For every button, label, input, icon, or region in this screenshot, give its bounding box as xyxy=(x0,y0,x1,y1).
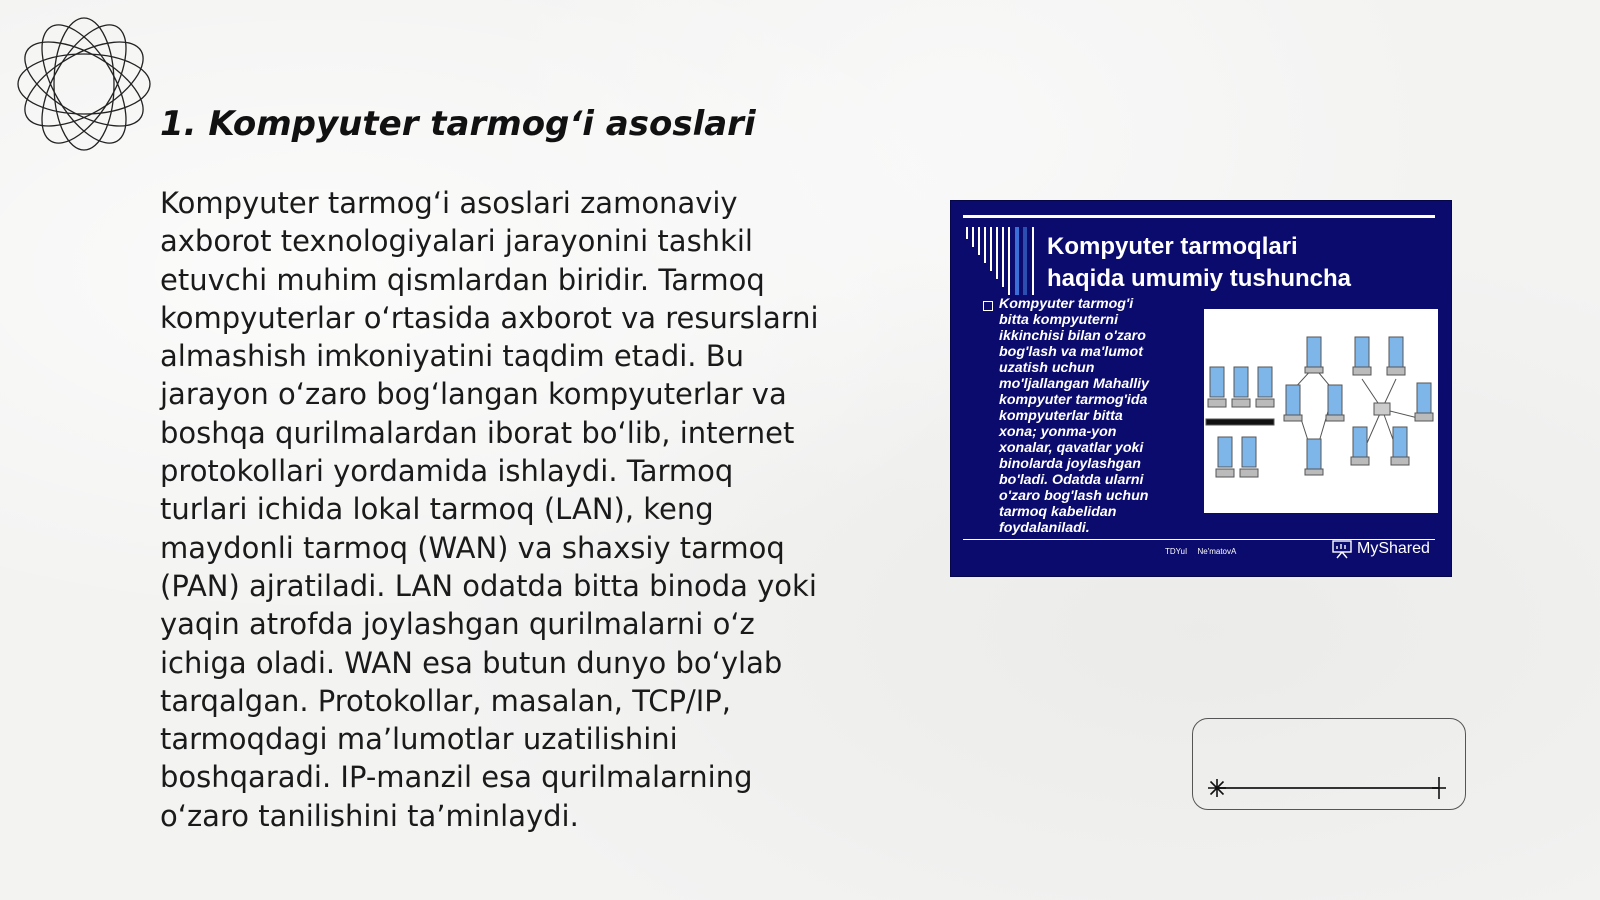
body-line: almashish imkoniyatini taqdim etadi. Bu xyxy=(160,339,745,374)
embedded-slide-footer xyxy=(1165,547,1244,556)
embedded-text-line: bog'lash va ma'lumot xyxy=(999,344,1143,360)
embedded-title-line: Kompyuter tarmoqlari xyxy=(1047,233,1298,260)
body-line: axborot texnologiyalari jarayonini tashkil xyxy=(160,224,753,259)
body-line: (PAN) ajratiladi. LAN odatda bitta binoda yoki xyxy=(160,568,817,603)
embedded-text-line: xonalar, qavatlar yoki xyxy=(999,440,1144,456)
embedded-text-line: Kompyuter tarmog'i xyxy=(999,296,1134,312)
myshared-watermark xyxy=(1331,537,1441,561)
embedded-text-line: xona; yonma-yon xyxy=(999,424,1117,440)
embedded-text-line: bitta kompyuterni xyxy=(999,312,1119,328)
audio-progress-track[interactable] xyxy=(1217,787,1439,789)
body-line: maydonli tarmoq (WAN) va shaxsiy tarmoq xyxy=(160,530,785,565)
embedded-text-line: ikkinchisi bilan o'zaro xyxy=(999,328,1146,344)
footer-left-text: TDYuI xyxy=(1165,547,1188,556)
body-line: ichiga oladi. WAN esa butun dunyo bo‘ylab xyxy=(160,645,783,680)
embedded-text-line: bo'ladi. Odatda ularni xyxy=(999,472,1144,488)
embedded-text-line: binolarda joylashgan xyxy=(999,456,1141,472)
plus-marker-icon xyxy=(1431,776,1447,800)
body-line: o‘zaro tanilishini ta’minlaydi. xyxy=(160,798,579,833)
slide-body-text xyxy=(160,184,850,835)
presentation-board-icon xyxy=(1331,539,1353,559)
body-line: kompyuterlar o‘rtasida axborot va resurslarni xyxy=(160,300,819,335)
embedded-text-line: mo'ljallangan Mahalliy xyxy=(999,376,1150,392)
embedded-text-line: uzatish uchun xyxy=(999,360,1095,376)
brand-text: MyShared xyxy=(1357,540,1430,557)
body-line: boshqaradi. IP-manzil esa qurilmalarning xyxy=(160,760,753,795)
body-line: yaqin atrofda joylashgan qurilmalarni o‘z xyxy=(160,607,755,642)
embedded-text-line: o'zaro bog'lash uchun xyxy=(999,488,1149,504)
sparkle-icon xyxy=(1207,778,1227,798)
network-diagram-illustration xyxy=(1204,309,1438,513)
embedded-text-line: tarmoq kabelidan xyxy=(999,504,1117,520)
body-line: turlari ichida lokal tarmoq (LAN), keng xyxy=(160,492,714,527)
embedded-text-line: foydalaniladi. xyxy=(999,520,1090,536)
body-line: jarayon o‘zaro bog‘langan kompyuterlar va xyxy=(160,377,787,412)
body-line: boshqa qurilmalardan iborat bo‘lib, internet xyxy=(160,415,795,450)
embedded-text-line: kompyuter tarmog'ida xyxy=(999,392,1148,408)
footer-right-text: Ne'matovA xyxy=(1197,547,1237,556)
slide-title: 1. Kompyuter tarmog‘i asoslari xyxy=(160,104,756,144)
body-line: tarmoqdagi ma’lumotlar uzatilishini xyxy=(160,722,678,757)
body-line: Kompyuter tarmog‘i asoslari zamonaviy xyxy=(160,186,738,220)
body-line: tarqalgan. Protokollar, masalan, TCP/IP, xyxy=(160,683,731,718)
bullet-square-icon xyxy=(983,301,993,311)
embedded-title-line: haqida umumiy tushuncha xyxy=(1047,265,1352,292)
embedded-slide-text xyxy=(999,296,1199,536)
spirograph-ring-icon xyxy=(10,10,158,158)
slide-divider-top xyxy=(963,215,1435,218)
audio-player[interactable] xyxy=(1192,718,1466,810)
body-line: protokollari yordamida ishlaydi. Tarmoq xyxy=(160,454,734,489)
stripes-decoration-icon xyxy=(963,225,1037,297)
body-line: etuvchi muhim qismlardan biridir. Tarmoq xyxy=(160,262,765,297)
embedded-slide-title xyxy=(1047,231,1427,295)
embedded-text-line: kompyuterlar bitta xyxy=(999,408,1123,424)
embedded-slide-image xyxy=(950,200,1452,577)
